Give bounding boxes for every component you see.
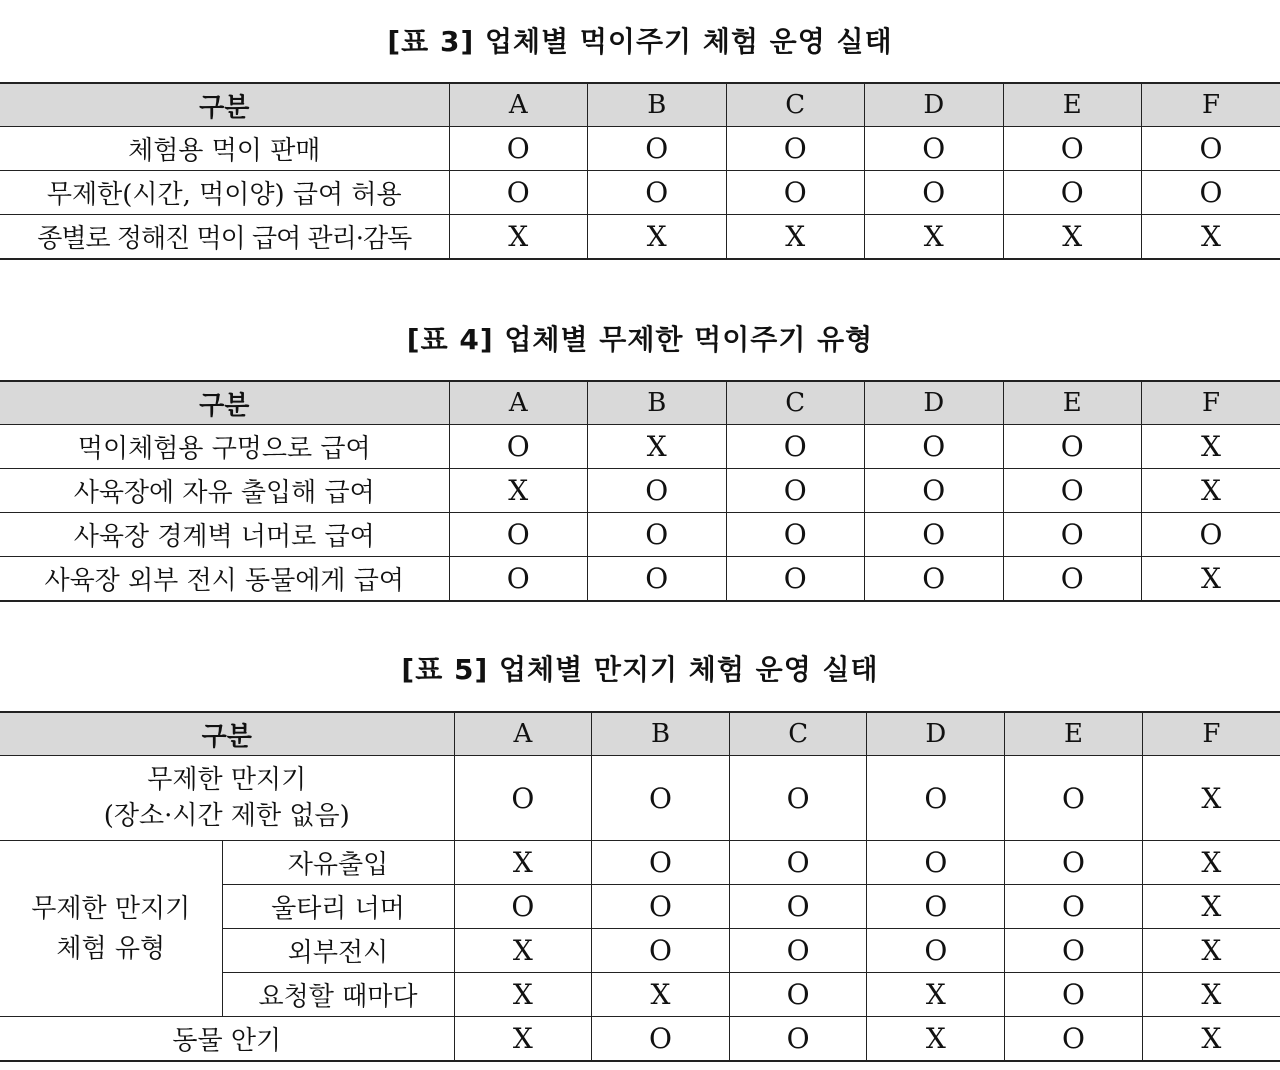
mark-cell: O	[865, 469, 1004, 513]
mark-cell: O	[1003, 127, 1142, 171]
mark-cell: X	[867, 1017, 1005, 1062]
table3-header-b: B	[588, 83, 727, 127]
mark-cell: O	[726, 513, 865, 557]
table3-header-c: C	[726, 83, 865, 127]
mark-cell: O	[1003, 513, 1142, 557]
mark-cell: O	[592, 1017, 730, 1062]
mark-cell: O	[726, 469, 865, 513]
table4-header-category: 구분	[0, 381, 449, 425]
table4-header-b: B	[588, 381, 727, 425]
mark-cell: O	[454, 885, 592, 929]
mark-cell: X	[592, 973, 730, 1017]
mark-cell: X	[1142, 973, 1280, 1017]
table-row	[0, 1017, 1280, 1062]
table3-header-row	[0, 83, 1280, 127]
mark-cell: O	[726, 425, 865, 469]
mark-cell: X	[1142, 885, 1280, 929]
mark-cell: O	[726, 171, 865, 215]
table5-header-b: B	[592, 712, 730, 756]
row-label: 종별로 정해진 먹이 급여 관리·감독	[0, 215, 449, 260]
group-label-line: 무제한 만지기	[31, 893, 191, 924]
mark-cell: X	[1142, 1017, 1280, 1062]
group-label-line: 체험 유형	[56, 933, 166, 964]
mark-cell: X	[1142, 756, 1280, 841]
mark-cell: X	[588, 425, 727, 469]
table-row	[0, 513, 1280, 557]
mark-cell: O	[1005, 973, 1143, 1017]
table-row	[0, 171, 1280, 215]
group-label	[0, 841, 222, 1017]
mark-cell: X	[449, 469, 588, 513]
mark-cell: O	[1142, 127, 1280, 171]
table3-header-d: D	[865, 83, 1004, 127]
mark-cell: O	[729, 885, 867, 929]
mark-cell: O	[865, 557, 1004, 602]
table5-header-f: F	[1142, 712, 1280, 756]
mark-cell: O	[588, 557, 727, 602]
table3-header-f: F	[1142, 83, 1280, 127]
mark-cell: O	[865, 171, 1004, 215]
mark-cell: X	[865, 215, 1004, 260]
mark-cell: O	[729, 841, 867, 885]
row-label: 사육장 경계벽 너머로 급여	[0, 513, 449, 557]
table5-header-e: E	[1005, 712, 1143, 756]
mark-cell: O	[729, 929, 867, 973]
mark-cell: O	[1142, 513, 1280, 557]
mark-cell: O	[1003, 469, 1142, 513]
mark-cell: O	[592, 756, 730, 841]
mark-cell: O	[592, 841, 730, 885]
mark-cell: O	[588, 171, 727, 215]
mark-cell: X	[1142, 557, 1280, 602]
mark-cell: O	[729, 756, 867, 841]
table-row	[0, 425, 1280, 469]
table4-title: [표 4] 업체별 무제한 먹이주기 유형	[406, 323, 874, 356]
row-label: 울타리 너머	[222, 885, 454, 929]
table-row	[0, 127, 1280, 171]
mark-cell: O	[729, 1017, 867, 1062]
row-label: 무제한(시간, 먹이양) 급여 허용	[0, 171, 449, 215]
mark-cell: X	[1142, 469, 1280, 513]
table-row	[0, 557, 1280, 602]
table-row	[0, 756, 1280, 841]
row-label: 사육장 외부 전시 동물에게 급여	[0, 557, 449, 602]
row-label: 체험용 먹이 판매	[0, 127, 449, 171]
table5-header-row	[0, 712, 1280, 756]
mark-cell: O	[1003, 557, 1142, 602]
table5-header-a: A	[454, 712, 592, 756]
table5-title: [표 5] 업체별 만지기 체험 운영 실태	[401, 653, 879, 686]
table5-header-d: D	[867, 712, 1005, 756]
mark-cell: O	[867, 885, 1005, 929]
row-label: 먹이체험용 구멍으로 급여	[0, 425, 449, 469]
table4-header-d: D	[865, 381, 1004, 425]
mark-cell: O	[1005, 885, 1143, 929]
mark-cell: O	[865, 425, 1004, 469]
mark-cell: O	[726, 557, 865, 602]
row-label: 동물 안기	[0, 1017, 454, 1062]
mark-cell: X	[454, 841, 592, 885]
table-row	[0, 469, 1280, 513]
mark-cell: X	[449, 215, 588, 260]
mark-cell: O	[1005, 756, 1143, 841]
mark-cell: X	[1142, 929, 1280, 973]
mark-cell: O	[588, 513, 727, 557]
table3-header-e: E	[1003, 83, 1142, 127]
table3-header-category: 구분	[0, 83, 449, 127]
mark-cell: X	[454, 929, 592, 973]
mark-cell: O	[1142, 171, 1280, 215]
mark-cell: O	[592, 929, 730, 973]
mark-cell: O	[449, 171, 588, 215]
mark-cell: X	[454, 973, 592, 1017]
mark-cell: X	[1003, 215, 1142, 260]
mark-cell: O	[449, 557, 588, 602]
mark-cell: O	[1003, 171, 1142, 215]
table4-header-c: C	[726, 381, 865, 425]
mark-cell: O	[454, 756, 592, 841]
mark-cell: O	[588, 469, 727, 513]
mark-cell: O	[729, 973, 867, 1017]
row-label-line: 무제한 만지기	[147, 765, 307, 795]
mark-cell: O	[1005, 929, 1143, 973]
mark-cell: O	[726, 127, 865, 171]
mark-cell: O	[449, 127, 588, 171]
mark-cell: O	[588, 127, 727, 171]
table3	[0, 82, 1280, 260]
table4-header-a: A	[449, 381, 588, 425]
row-label: 외부전시	[222, 929, 454, 973]
table4-header-f: F	[1142, 381, 1280, 425]
mark-cell: X	[1142, 425, 1280, 469]
table-row	[0, 215, 1280, 260]
row-label-line: (장소·시간 제한 없음)	[103, 801, 350, 831]
mark-cell: O	[865, 513, 1004, 557]
mark-cell: O	[1005, 841, 1143, 885]
mark-cell: O	[1005, 1017, 1143, 1062]
mark-cell: O	[867, 756, 1005, 841]
table3-header-a: A	[449, 83, 588, 127]
mark-cell: O	[867, 841, 1005, 885]
mark-cell: X	[1142, 215, 1280, 260]
table4-header-row	[0, 381, 1280, 425]
mark-cell: X	[588, 215, 727, 260]
table3-title: [표 3] 업체별 먹이주기 체험 운영 실태	[387, 25, 893, 58]
mark-cell: O	[1003, 425, 1142, 469]
row-label	[0, 756, 454, 841]
mark-cell: X	[454, 1017, 592, 1062]
mark-cell: X	[867, 973, 1005, 1017]
mark-cell: X	[1142, 841, 1280, 885]
table5-header-category: 구분	[0, 712, 454, 756]
row-label: 사육장에 자유 출입해 급여	[0, 469, 449, 513]
mark-cell: X	[726, 215, 865, 260]
table5	[0, 711, 1280, 1062]
mark-cell: O	[865, 127, 1004, 171]
table-row	[0, 841, 1280, 885]
mark-cell: O	[449, 425, 588, 469]
mark-cell: O	[449, 513, 588, 557]
table4	[0, 380, 1280, 602]
row-label: 요청할 때마다	[222, 973, 454, 1017]
table4-header-e: E	[1003, 381, 1142, 425]
row-label: 자유출입	[222, 841, 454, 885]
table5-header-c: C	[729, 712, 867, 756]
mark-cell: O	[592, 885, 730, 929]
mark-cell: O	[867, 929, 1005, 973]
